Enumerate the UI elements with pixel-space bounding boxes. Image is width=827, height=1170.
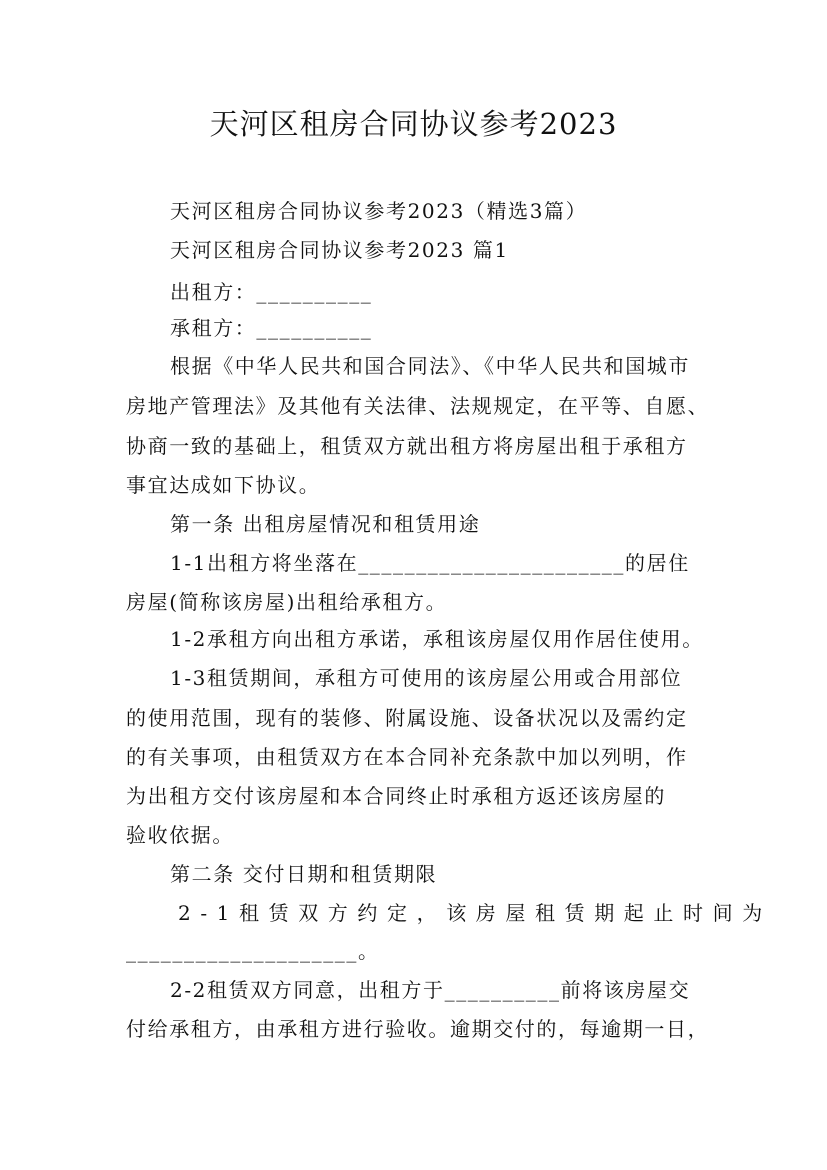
lessor-field: 出租方：__________: [170, 280, 373, 304]
paragraph-line: 1-2承租方向出租方承诺，承租该房屋仅用作居住使用。: [170, 627, 704, 651]
paragraph-line: 房屋(简称该房屋)出租给承租方。: [126, 590, 448, 614]
paragraph-line: 房地产管理法》及其他有关法律、法规规定，在平等、自愿、: [126, 394, 710, 418]
paragraph-line: 2-1租赁双方约定，该房屋租赁期起止时间为: [178, 901, 772, 925]
article-heading: 第一条 出租房屋情况和租赁用途: [170, 512, 481, 536]
paragraph-line: 事宜达成如下协议。: [126, 473, 321, 497]
paragraph-line: 的使用范围，现有的装修、附属设施、设备状况以及需约定: [126, 706, 688, 730]
paragraph-line: 验收依据。: [126, 823, 234, 847]
paragraph-line: 为出租方交付该房屋和本合同终止时承租方返还该房屋的: [126, 784, 666, 808]
section-heading: 天河区租房合同协议参考2023 篇1: [170, 238, 509, 262]
article-heading: 第二条 交付日期和租赁期限: [170, 862, 438, 886]
paragraph-line: 1-3租赁期间，承租方可使用的该房屋公用或合用部位: [170, 666, 683, 690]
paragraph-line: 付给承租方，由承租方进行验收。逾期交付的，每逾期一日，: [126, 1017, 710, 1041]
paragraph-line: 根据《中华人民共和国合同法》、《中华人民共和国城市: [170, 354, 690, 378]
subtitle-line: 天河区租房合同协议参考2023（精选3篇）: [170, 199, 588, 223]
paragraph-line: 协商一致的基础上，租赁双方就出租方将房屋出租于承租方: [126, 434, 688, 458]
paragraph-line: 的有关事项，由租赁双方在本合同补充条款中加以列明，作: [126, 745, 688, 769]
lessee-field: 承租方：__________: [170, 316, 373, 340]
paragraph-line: 1-1出租方将坐落在_______________________的居住: [170, 551, 690, 575]
paragraph-line: ____________________。: [126, 939, 380, 963]
paragraph-line: 2-2租赁双方同意，出租方于__________前将该房屋交: [170, 978, 691, 1002]
document-title: 天河区租房合同协议参考2023: [209, 107, 618, 141]
